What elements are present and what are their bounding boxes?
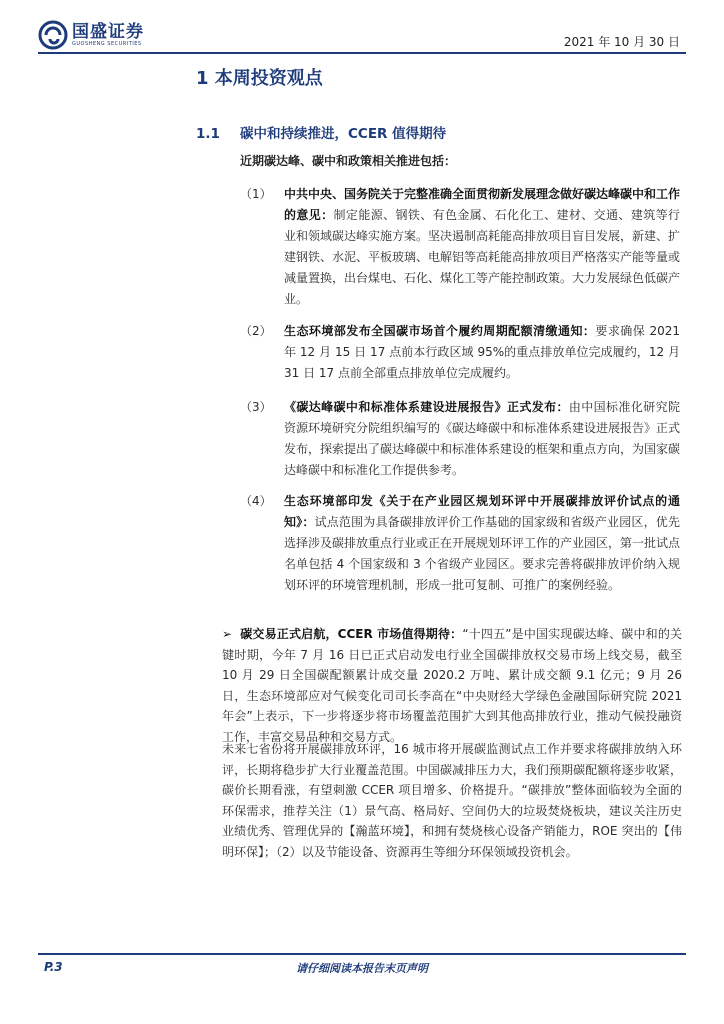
outlook-paragraph: 未来七省份将开展碳排放环评，16 城市将开展碳监测试点工作并要求将碳排放纳入环评，长期将稳步扩大行业覆盖范围。中国碳减排压力大，我们预期碳配额将逐步收紧，碳价长期看涨，有望刺激 CCER 项目增多、价格提升。“碳排放”整体面临较为全面的环保需求，推荐关注（1）景气高、格局好、空间仍大的垃圾焚烧板块，建议关注历史业绩优秀、管理优异的【瀚蓝环境】，和拥有焚烧核心设备产销能力，ROE 突出的【伟明环保】；（2）以及节能设备、资源再生等细分环保领域投资机会。 bbox=[222, 742, 682, 859]
policy-item-index: （3） bbox=[240, 400, 272, 414]
policy-item bbox=[240, 184, 680, 310]
policy-item-text: 制定能源、钢铁、有色金属、石化化工、建材、交通、建筑等行业和领域碳达峰实施方案。坚决遏制高耗能高排放项目盲目发展，新建、扩建钢铁、水泥、平板玻璃、电解铝等高耗能高排放项目严格落实产能等量或减量置换，出台煤电、石化、煤化工等产能控制政策。大力发展绿色低碳产业。 bbox=[284, 208, 681, 306]
logo-name-cn: 国盛证券 bbox=[72, 21, 144, 42]
logo-name-en: GUOSHENG SECURITIES bbox=[72, 40, 142, 47]
policy-item-heading: 生态环境部印发《关于在产业园区规划环评中开展碳排放评价试点的通知》： bbox=[284, 494, 680, 529]
market-heading: 碳交易正式启航，CCER 市场值得期待： bbox=[240, 627, 463, 641]
policy-item-text: 要求确保 2021 年 12 月 15 日 17 点前本行政区域 95%的重点排放单位完成履约，12 月 31 日 17 点前全部重点排放单位完成履约。 bbox=[284, 324, 680, 380]
report-date: 2021 年 10 月 30 日 bbox=[563, 35, 680, 49]
header-divider bbox=[38, 52, 686, 54]
policy-item-heading: 中共中央、国务院关于完整准确全面贯彻新发展理念做好碳达峰碳中和工作的意见： bbox=[284, 187, 681, 222]
footer-divider bbox=[38, 953, 686, 955]
page-number: P.3 bbox=[44, 960, 63, 974]
policy-item-heading: 生态环境部发布全国碳市场首个履约周期配额清缴通知： bbox=[284, 324, 596, 338]
policy-item-index: （4） bbox=[240, 494, 272, 508]
subsection-text: 碳中和持续推进，CCER 值得期待 bbox=[240, 126, 447, 142]
market-paragraph bbox=[222, 624, 682, 747]
policy-item-index: （2） bbox=[240, 324, 272, 338]
page-header bbox=[0, 0, 724, 56]
policy-item bbox=[240, 397, 680, 481]
policy-item bbox=[240, 491, 680, 596]
policy-item-index: （1） bbox=[240, 187, 272, 201]
logo bbox=[38, 20, 144, 50]
arrow-bullet-icon: ➢ bbox=[222, 627, 233, 641]
section-title: 1 本周投资观点 bbox=[196, 68, 323, 89]
market-text: “十四五”是中国实现碳达峰、碳中和的关键时期，今年 7 月 16 日已正式启动发电行业全国碳排放权交易市场上线交易，截至 10 月 29 日全国碳配额累计成交量 2020.2 万吨、累计成交额 9.1 亿元；9 月 26 日，生态环境部应对气候变化司司长李高在“中央财经大学绿色金融国际研究院 2021 年会”上表示，下一步将逐步将市场覆盖范围扩大到其他高排放行业，推动气候投融资工作，丰富交易品种和交易方式。 bbox=[222, 627, 683, 744]
policy-item-heading: 《碳达峰碳中和标准体系建设进展报告》正式发布： bbox=[284, 400, 569, 414]
subsection-title bbox=[196, 122, 446, 142]
policy-item bbox=[240, 321, 680, 384]
policy-intro: 近期碳达峰、碳中和政策相关推进包括： bbox=[240, 154, 457, 168]
policy-item-text: 由中国标准化研究院资源环境研究分院组织编写的《碳达峰碳中和标准体系建设进展报告》正式发布，探索提出了碳达峰碳中和标准体系建设的框架和重点方向，为国家碳达峰碳中和标准化工作提供参考。 bbox=[284, 400, 681, 477]
subsection-number: 1.1 bbox=[196, 126, 220, 142]
policy-item-text: 试点范围为具备碳排放评价工作基础的国家级和省级产业园区，优先选择涉及碳排放重点行业或正在开展规划环评工作的产业园区，第一批试点名单包括 4 个国家级和 3 个省级产业园区。要求完善将碳排放评价纳入规划环评的环境管理机制，形成一批可复制、可推广的案例经验。 bbox=[284, 515, 681, 592]
guosheng-logo-icon bbox=[38, 20, 68, 50]
footer-disclaimer: 请仔细阅读本报告末页声明 bbox=[296, 962, 428, 975]
